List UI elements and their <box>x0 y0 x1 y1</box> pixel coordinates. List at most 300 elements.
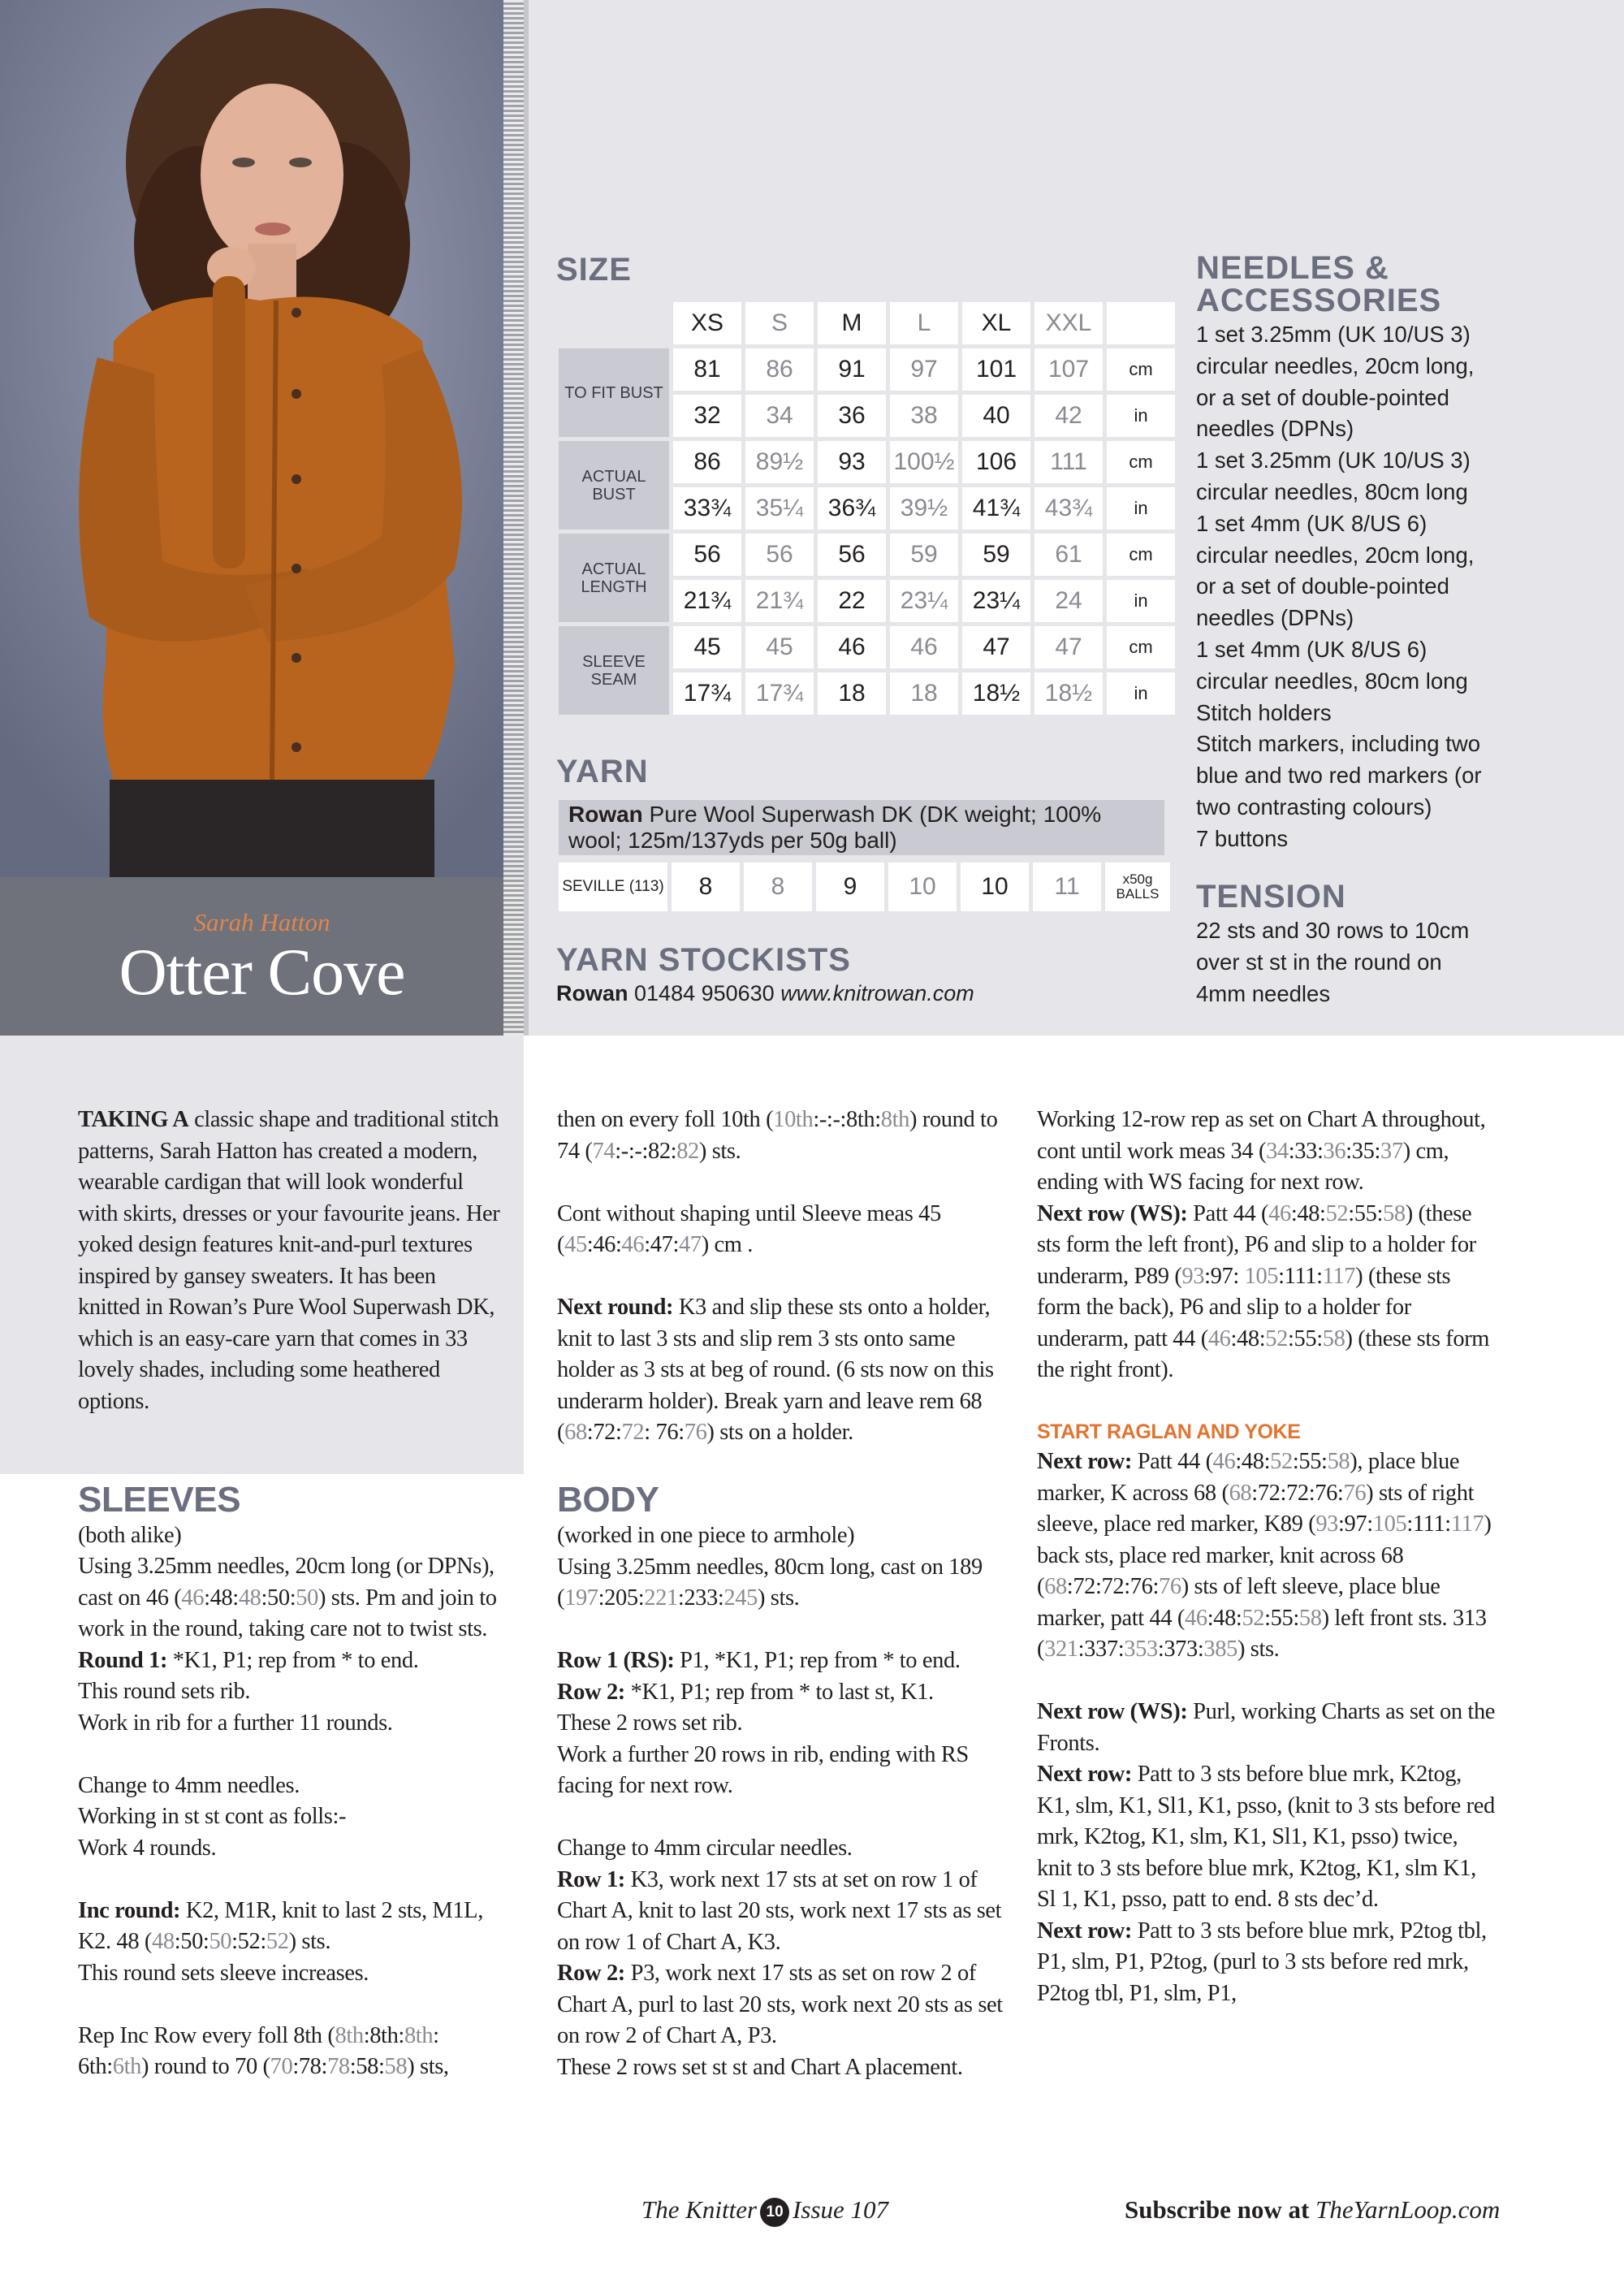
size-unit: cm <box>1107 626 1175 668</box>
unit-cell <box>1107 302 1175 344</box>
text-run: :55: <box>1287 1325 1323 1351</box>
ball-unit-weight: x50g <box>1122 871 1153 887</box>
size-figure: 68 <box>1044 1574 1067 1599</box>
size-value: 21¾ <box>745 580 814 622</box>
text-run: then on every foll 10th ( <box>557 1107 774 1132</box>
raglan-markers <box>1037 1446 1496 1666</box>
text-run: Work 4 rounds. <box>78 1835 217 1861</box>
text-run: :55: <box>1348 1200 1384 1226</box>
group-label: SLEEVE SEAM <box>559 626 669 715</box>
size-value: 61 <box>1034 534 1103 576</box>
group-label: TO FIT BUST <box>559 348 669 437</box>
text-run: :111: <box>1406 1511 1451 1537</box>
size-unit: cm <box>1107 348 1175 391</box>
ball-count: 9 <box>816 863 884 911</box>
size-figure: 37 <box>1380 1138 1403 1164</box>
text-run: :233: <box>677 1585 724 1611</box>
instruction-label: Row 1 (RS): <box>557 1648 675 1673</box>
size-value: 81 <box>673 348 741 391</box>
text-run: Patt to 3 sts before blue mrk, K2tog, K1, slm, K1, Sl1, K1, psso, (knit to 3 sts before red mrk, K2tog, K1, slm, K1, Sl1, K1, psso) twice, knit to 3 sts before blue mrk, K2tog, K1, slm K1, Sl 1, K1, psso, patt to end. 8 sts dec’d. <box>1037 1762 1495 1912</box>
text-run: Using 3.25mm needles, 20cm long (or DPNs), cast on 46 ( <box>78 1554 495 1611</box>
size-value: 93 <box>818 441 886 483</box>
size-value: 46 <box>818 626 886 668</box>
body-note: (worked in one piece to armhole) <box>557 1523 855 1548</box>
needle-item: 1 set 4mm (UK 8/US 6) <box>1196 636 1427 662</box>
size-figure: 58 <box>1383 1200 1406 1226</box>
text-run: ) sts, <box>407 2054 449 2079</box>
text-run: ) sts of left sleeve, place blue marker, patt 44 ( <box>1037 1574 1440 1631</box>
size-figure: 78 <box>327 2054 350 2079</box>
instruction-label: Inc round: <box>78 1897 181 1923</box>
ball-unit <box>1105 863 1170 911</box>
column-3 <box>1037 1105 1496 2009</box>
size-value: 106 <box>962 441 1030 483</box>
size-value: 59 <box>890 534 958 576</box>
size-figure: 58 <box>384 2054 408 2079</box>
text-run: Work a further 20 rows in rib, ending with RS facing for next row. <box>557 1741 969 1798</box>
text-run: :48: <box>204 1585 239 1611</box>
size-figure: 46 <box>621 1232 645 1257</box>
needle-item: or a set of double-pointed <box>1196 573 1449 599</box>
sleeves-note: (both alike) <box>78 1522 182 1548</box>
size-value: 47 <box>962 626 1030 668</box>
group-label: ACTUAL LENGTH <box>559 534 669 622</box>
sleeves-shape <box>557 1199 1012 1261</box>
size-value: 45 <box>673 626 741 668</box>
text-run: ) round to 74 ( <box>557 1107 998 1164</box>
text-run: ) sts. <box>698 1138 741 1164</box>
size-value: 101 <box>962 348 1030 391</box>
ball-count: 11 <box>1033 863 1101 911</box>
needle-item: circular needles, 80cm long <box>1196 668 1468 694</box>
instruction-label: Row 2: <box>557 1679 625 1705</box>
size-value: 97 <box>890 348 958 391</box>
text-run: ) sts on a holder. <box>706 1420 853 1445</box>
text-run: K2, M1R, knit to last 2 sts, M1L, K2. 48 ( <box>78 1897 483 1954</box>
ball-count: 8 <box>672 863 740 911</box>
size-value: 89½ <box>745 441 814 483</box>
text-run: ) (these sts form the left front), P6 and slip to a holder for underarm, P89 ( <box>1037 1200 1476 1289</box>
ball-count: 8 <box>744 863 812 911</box>
size-value: 23¼ <box>890 580 958 622</box>
size-value: 56 <box>673 534 741 576</box>
text-run: :78: <box>292 2054 328 2079</box>
size-value: 45 <box>745 626 814 668</box>
sleeves-inc <box>78 1896 500 1990</box>
yarn-description-text: Pure Wool Superwash DK (DK weight; 100% wool; 125m/137yds per 50g ball) <box>568 802 1102 853</box>
model-photo <box>0 0 524 877</box>
text-run: This round sets rib. <box>78 1679 251 1704</box>
body-cast-on <box>557 1552 1012 1615</box>
stockist-line <box>556 981 974 1006</box>
needles-heading-line: ACCESSORIES <box>1196 283 1442 318</box>
size-value: 24 <box>1034 580 1103 622</box>
stockists-heading: YARN STOCKISTS <box>556 942 851 978</box>
size-unit: cm <box>1107 441 1175 483</box>
ball-count: 10 <box>961 863 1029 911</box>
size-value: 46 <box>890 626 958 668</box>
size-figure: 385 <box>1203 1637 1237 1662</box>
instruction-label: Row 2: <box>557 1961 625 1986</box>
column-1 <box>78 1105 500 2114</box>
yarn-description <box>559 800 1164 855</box>
needle-item: Stitch markers, including two <box>1196 731 1480 757</box>
needles-heading-line: NEEDLES & <box>1196 250 1389 286</box>
size-figure: 117 <box>1450 1511 1484 1537</box>
size-value: 56 <box>745 534 814 576</box>
size-figure: 68 <box>564 1420 587 1445</box>
yarn-heading: YARN <box>556 754 649 789</box>
text-run: Patt 44 ( <box>1131 1449 1213 1474</box>
size-figure: 82 <box>676 1138 699 1164</box>
needle-item: 1 set 4mm (UK 8/US 6) <box>1196 510 1427 536</box>
size-table <box>555 298 1179 719</box>
size-figure: 46 <box>1207 1325 1231 1351</box>
ball-count: 10 <box>888 863 957 911</box>
size-value: 23¼ <box>962 580 1030 622</box>
size-figure: 74 <box>592 1138 615 1164</box>
text-run: K3, work next 17 sts at set on row 1 of Chart A, knit to last 20 sts, work next 17 sts as set on row 1 of Chart A, K3. <box>557 1866 1002 1955</box>
size-figure: 58 <box>1298 1605 1322 1631</box>
yarn-quantity-row <box>559 863 1170 911</box>
size-figure: 93 <box>1181 1263 1205 1289</box>
subscribe-text: Subscribe now at <box>1125 2195 1316 2224</box>
sleeves-heading: SLEEVES <box>78 1479 241 1520</box>
tension-line: over st st in the round on <box>1196 949 1442 975</box>
needle-item: circular needles, 20cm long, <box>1196 542 1475 568</box>
size-unit: cm <box>1107 534 1175 576</box>
text-run: Cont without shaping until Sleeve meas 45 ( <box>557 1200 941 1257</box>
instruction-label: Row 1: <box>557 1866 625 1892</box>
size-figure: 46 <box>1185 1605 1207 1631</box>
body-divide <box>1037 1199 1496 1386</box>
size-value: 22 <box>818 580 886 622</box>
raglan-heading: START RAGLAN AND YOKE <box>1037 1420 1301 1443</box>
size-figure: 50 <box>209 1929 232 1954</box>
text-run: ) cm . <box>701 1232 753 1257</box>
instruction-label: Next row: <box>1037 1762 1132 1787</box>
intro-paragraph <box>78 1105 500 1417</box>
text-run: :35: <box>1345 1138 1380 1164</box>
size-figure: 36 <box>1323 1138 1346 1164</box>
size-figure: 10th <box>773 1107 814 1132</box>
needle-item: needles (DPNs) <box>1196 416 1354 442</box>
size-figure: 34 <box>1266 1138 1289 1164</box>
text-run: ) back sts, place red marker, knit across 68 ( <box>1037 1511 1492 1599</box>
size-value: 18½ <box>1034 672 1103 715</box>
text-run: :58: <box>349 2054 385 2079</box>
size-figure: 52 <box>1270 1449 1293 1474</box>
size-figure: 93 <box>1315 1511 1339 1537</box>
text-run: ) round to 70 ( <box>140 2054 270 2079</box>
body-chart <box>557 1833 1012 2083</box>
size-figure: 46 <box>1212 1449 1236 1474</box>
text-run: This round sets sleeve increases. <box>78 1960 369 1986</box>
size-figure: 52 <box>1265 1325 1288 1351</box>
needles-heading <box>1196 252 1441 317</box>
size-figure: 245 <box>723 1585 758 1611</box>
size-figure: 221 <box>644 1585 678 1611</box>
tension-heading: TENSION <box>1196 879 1346 915</box>
instruction-label: Next row: <box>1037 1449 1132 1474</box>
size-value: 33¾ <box>673 487 741 530</box>
size-value: 34 <box>745 395 814 437</box>
text-run: ) (these sts form the back), P6 and slip to a holder for underarm, patt 44 ( <box>1037 1263 1451 1351</box>
size-value: 21¾ <box>673 580 741 622</box>
subscribe-link[interactable]: TheYarnLoop.com <box>1315 2195 1501 2224</box>
text-run: ) sts. <box>757 1585 800 1611</box>
instruction-label: Next row (WS): <box>1037 1200 1188 1226</box>
size-value: 42 <box>1034 395 1103 437</box>
text-run: :48: <box>1230 1325 1266 1351</box>
needle-item: 1 set 3.25mm (UK 10/US 3) <box>1196 448 1471 473</box>
text-run: Working in st st cont as folls:- <box>78 1804 347 1829</box>
size-value: 18 <box>890 672 958 715</box>
sleeves-change <box>78 1771 500 1865</box>
text-run: ), place blue marker, K across 68 ( <box>1037 1449 1460 1506</box>
text-run: :337: <box>1078 1637 1125 1662</box>
text-run: Working 12-row rep as set on Chart A throughout, cont until work meas 34 ( <box>1037 1107 1486 1164</box>
size-value: 107 <box>1034 348 1103 391</box>
needles-list <box>1196 319 1482 855</box>
text-run: :97: <box>1338 1511 1373 1537</box>
size-figure: 117 <box>1322 1263 1356 1289</box>
text-run: :72: <box>586 1420 622 1445</box>
intro-text: classic shape and traditional stitch patterns, Sarah Hatton has created a modern, wearable cardigan that will look wonderful with skirts, dresses or your favourite jeans. Her yoked design features knit-and-purl textures inspired by gansey sweaters. It has been knitted in Rowan’s Pure Wool Superwash DK, which is an easy-care yarn that comes in 33 lovely shades, including some heathered options. <box>78 1107 500 1414</box>
size-figure: 45 <box>564 1232 587 1257</box>
text-run: :97: <box>1204 1263 1245 1289</box>
text-run: :-:-:8th: <box>813 1107 881 1132</box>
text-run: :373: <box>1157 1637 1204 1662</box>
text-run: These 2 rows set rib. <box>557 1710 743 1736</box>
size-value: 32 <box>673 395 741 437</box>
size-figure: 8th <box>404 2022 434 2048</box>
text-run: P3, work next 17 sts as set on row 2 of Chart A, purl to last 20 sts, work next 20 sts as set on row 2 of Chart A, P3. <box>557 1961 1003 2048</box>
size-figure: 50 <box>296 1585 318 1611</box>
size-figure: 47 <box>679 1232 702 1257</box>
size-value: 111 <box>1034 441 1103 483</box>
size-label: XXL <box>1034 302 1103 344</box>
size-value: 36¾ <box>818 487 886 530</box>
size-figure: 46 <box>1268 1200 1291 1226</box>
yarn-quantity-table <box>555 858 1174 915</box>
text-run: ) (these sts form the right front). <box>1037 1325 1490 1382</box>
issue-number: Issue 107 <box>793 2195 889 2224</box>
ball-unit-label: BALLS <box>1116 886 1160 902</box>
footer-subscribe <box>1125 2195 1500 2225</box>
text-run: :111: <box>1278 1263 1323 1289</box>
text-run: ) sts. <box>288 1929 331 1954</box>
size-figure: 76 <box>1158 1574 1181 1599</box>
stockist-website[interactable]: www.knitrowan.com <box>780 981 974 1005</box>
instruction-label: Round 1: <box>78 1647 168 1673</box>
body-heading: BODY <box>557 1480 659 1520</box>
text-run: Work in rib for a further 11 rounds. <box>78 1710 393 1736</box>
size-value: 17¾ <box>745 672 814 715</box>
size-header-row <box>559 302 1175 344</box>
size-value: 18½ <box>962 672 1030 715</box>
size-unit: in <box>1107 580 1175 622</box>
size-label: M <box>818 302 886 344</box>
size-figure: 105 <box>1372 1511 1407 1537</box>
model-photo-illustration <box>0 0 524 877</box>
intro-lead: TAKING A <box>78 1107 189 1132</box>
designer-name: Sarah Hatton <box>193 908 330 936</box>
needle-item: Stitch holders <box>1196 699 1332 725</box>
text-run: :48: <box>1207 1605 1242 1631</box>
size-figure: 8th <box>335 2022 364 2048</box>
size-value: 39½ <box>890 487 958 530</box>
needle-item: or a set of double-pointed <box>1196 384 1449 410</box>
size-label: S <box>745 302 814 344</box>
size-figure: 58 <box>1322 1325 1345 1351</box>
text-run: :33: <box>1288 1138 1324 1164</box>
size-figure: 353 <box>1124 1637 1158 1662</box>
size-row <box>559 534 1175 576</box>
needle-item: needles (DPNs) <box>1196 605 1354 631</box>
sleeves-next-round <box>557 1292 1012 1449</box>
size-unit: in <box>1107 395 1175 437</box>
instruction-label: Next row: <box>1037 1918 1132 1944</box>
footer-magazine <box>641 2195 888 2227</box>
size-row <box>559 626 1175 668</box>
size-value: 56 <box>818 534 886 576</box>
size-figure: 68 <box>1229 1480 1252 1506</box>
size-figure: 8th <box>880 1107 910 1132</box>
text-run: *K1, P1; rep from * to last st, K1. <box>624 1679 934 1705</box>
text-run: ) sts. Pm and join to work in the round, taking care not to twist sts. <box>78 1585 497 1641</box>
tension-line: 4mm needles <box>1196 980 1331 1006</box>
size-value: 86 <box>673 441 741 483</box>
size-figure: 197 <box>564 1585 598 1611</box>
size-figure: 321 <box>1044 1637 1078 1662</box>
size-row <box>559 348 1175 391</box>
size-figure: 52 <box>266 1929 289 1954</box>
sleeves-cont <box>557 1105 1012 1167</box>
text-run: Rep Inc Row every foll 8th ( <box>78 2022 335 2048</box>
size-unit: in <box>1107 672 1175 715</box>
size-heading: SIZE <box>556 252 632 288</box>
yarn-shade: SEVILLE (113) <box>559 863 667 911</box>
text-run: ) cm, ending with WS facing for next row. <box>1037 1138 1449 1195</box>
size-figure: 46 <box>181 1585 205 1611</box>
text-run: :72:72:76: <box>1066 1574 1159 1599</box>
yarn-brand: Rowan <box>568 802 643 827</box>
text-run: These 2 rows set st st and Chart A placement. <box>557 2054 963 2080</box>
text-run: :72:72:76: <box>1251 1480 1344 1506</box>
sleeves-cast-on <box>78 1551 500 1739</box>
size-label: XL <box>962 302 1030 344</box>
size-value: 17¾ <box>673 672 741 715</box>
size-value: 59 <box>962 534 1030 576</box>
column-2 <box>557 1105 1012 2115</box>
size-value: 38 <box>890 395 958 437</box>
text-run: :55: <box>1292 1449 1328 1474</box>
text-run: K3 and slip these sts onto a holder, knit to last 3 sts and slip rem 3 sts onto same holder as 3 sts at beg of round. (6 sts now on this underarm holder). Break yarn and leave rem 68 ( <box>557 1295 994 1445</box>
text-run: :48: <box>1235 1449 1271 1474</box>
size-figure: 52 <box>1325 1200 1349 1226</box>
size-figure: 72 <box>621 1420 645 1445</box>
needle-item: 1 set 3.25mm (UK 10/US 3) <box>1196 322 1471 347</box>
needle-item: circular needles, 80cm long <box>1196 478 1468 504</box>
size-value: 86 <box>745 348 814 391</box>
size-value: 36 <box>818 395 886 437</box>
text-run: Change to 4mm circular needles. <box>557 1836 853 1861</box>
size-unit: in <box>1107 487 1175 530</box>
needle-item: blue and two red markers (or <box>1196 763 1482 789</box>
size-value: 41¾ <box>962 487 1030 530</box>
text-run: :50: <box>261 1585 296 1611</box>
size-figure: 48 <box>152 1929 175 1954</box>
text-run: ) sts. <box>1237 1637 1280 1662</box>
text-run: *K1, P1; rep from * to end. <box>167 1647 419 1673</box>
text-run: :52: <box>231 1929 266 1954</box>
text-run: : 6th: <box>78 2022 439 2079</box>
text-run: Change to 4mm needles. <box>78 1772 300 1798</box>
text-run: ) left front sts. 313 ( <box>1037 1605 1487 1662</box>
size-value: 91 <box>818 348 886 391</box>
size-value: 35¼ <box>745 487 814 530</box>
size-figure: 48 <box>238 1585 261 1611</box>
size-figure: 70 <box>270 2054 293 2079</box>
size-value: 47 <box>1034 626 1103 668</box>
size-label: L <box>890 302 958 344</box>
size-figure: 105 <box>1244 1263 1279 1289</box>
tension-text <box>1196 915 1469 1010</box>
text-run: :46: <box>586 1232 622 1257</box>
spacer <box>78 1449 500 1480</box>
instruction-label: Next round: <box>557 1295 674 1320</box>
text-run: ) sts of right sleeve, place red marker, K89 ( <box>1037 1480 1475 1537</box>
raglan-decreases <box>1037 1697 1496 2009</box>
text-run: P1, *K1, P1; rep from * to end. <box>674 1648 961 1673</box>
spiral-shadow <box>524 0 529 1036</box>
text-run: :50: <box>174 1929 209 1954</box>
size-corner <box>559 302 669 344</box>
text-run: :-:-:82: <box>615 1138 677 1164</box>
needle-item: two contrasting colours) <box>1196 793 1432 819</box>
instruction-label: Next row (WS): <box>1037 1699 1188 1724</box>
stockist-phone: 01484 950630 <box>628 981 781 1005</box>
size-value: 43¾ <box>1034 487 1103 530</box>
size-label: XS <box>673 302 741 344</box>
magazine-name: The Knitter <box>641 2195 758 2224</box>
text-run: Purl, working Charts as set on the Fronts. <box>1037 1699 1496 1756</box>
size-value: 100½ <box>890 441 958 483</box>
text-run: Patt to 3 sts before blue mrk, P2tog tbl, P1, slm, P1, P2tog, (purl to 3 sts before red mrk, P2tog tbl, P1, slm, P1, <box>1037 1918 1487 2006</box>
text-run: : 76: <box>644 1420 685 1445</box>
text-run: Patt 44 ( <box>1187 1200 1269 1226</box>
size-row <box>559 441 1175 483</box>
pattern-title: Otter Cove <box>119 935 405 1009</box>
text-run: :8th: <box>363 2022 404 2048</box>
size-value: 18 <box>818 672 886 715</box>
body-work <box>1037 1105 1496 1199</box>
size-figure: 6th <box>112 2054 141 2079</box>
text-run: :55: <box>1264 1605 1299 1631</box>
text-run: Using 3.25mm needles, 80cm long, cast on 189 ( <box>557 1554 983 1611</box>
size-figure: 58 <box>1327 1449 1350 1474</box>
sleeves-rep <box>78 2021 500 2083</box>
needle-item: circular needles, 20cm long, <box>1196 352 1475 378</box>
group-label: ACTUAL BUST <box>559 441 669 530</box>
body-rib <box>557 1645 1012 1802</box>
size-figure: 76 <box>1343 1480 1367 1506</box>
size-figure: 52 <box>1242 1605 1265 1631</box>
text-run: :47: <box>644 1232 679 1257</box>
stockist-brand: Rowan <box>556 981 628 1005</box>
size-value: 40 <box>962 395 1030 437</box>
